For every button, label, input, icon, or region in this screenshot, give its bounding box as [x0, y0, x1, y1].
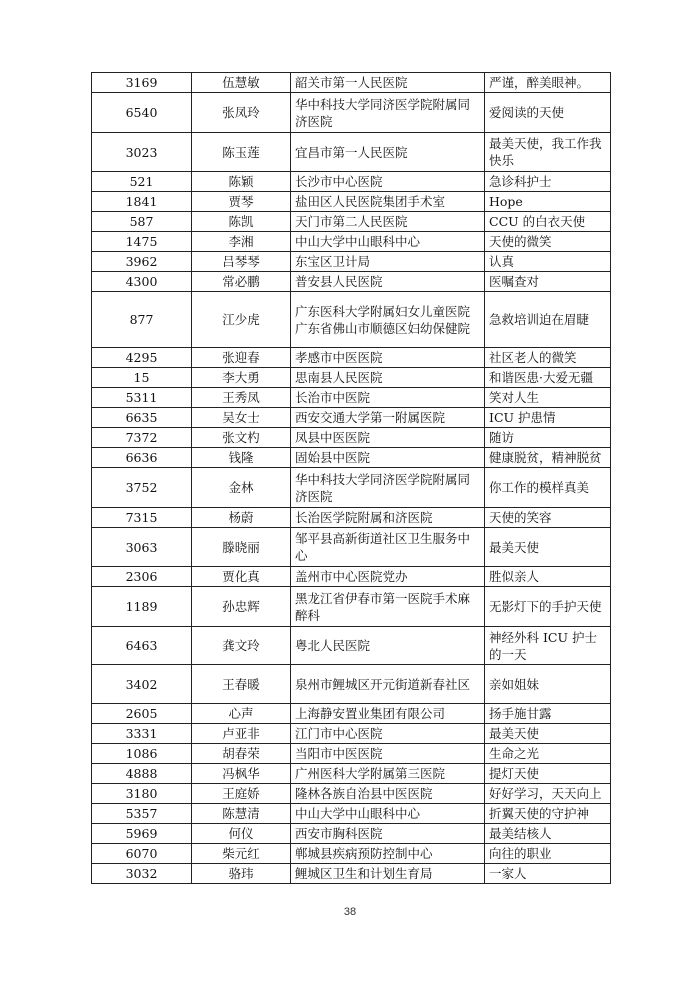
entry-organization: 邹平县高新街道社区卫生服务中心 [291, 528, 485, 567]
entry-id: 1189 [92, 587, 192, 627]
entry-title: 笑对人生 [485, 388, 611, 408]
entry-name: 李湘 [192, 232, 291, 252]
entry-id: 587 [92, 212, 192, 232]
entry-organization: 华中科技大学同济医学院附属同济医院 [291, 93, 485, 133]
entry-name: 金林 [192, 468, 291, 508]
entry-id: 5311 [92, 388, 192, 408]
entry-title: 最美天使 [485, 724, 611, 744]
entry-title: Hope [485, 192, 611, 212]
entry-title: 和谐医患·大爱无疆 [485, 368, 611, 388]
entry-title: 随访 [485, 428, 611, 448]
table-row [92, 764, 611, 784]
entry-id: 6463 [92, 627, 192, 665]
entry-organization: 长治市中医院 [291, 388, 485, 408]
entry-id: 4300 [92, 272, 192, 292]
entry-title: 你工作的模样真美 [485, 468, 611, 508]
entry-id: 5969 [92, 824, 192, 844]
entry-id: 7315 [92, 508, 192, 528]
entry-name: 冯枫华 [192, 764, 291, 784]
entry-id: 877 [92, 292, 192, 348]
entry-name: 王秀凤 [192, 388, 291, 408]
entry-organization: 盖州市中心医院党办 [291, 567, 485, 587]
table-row [92, 528, 611, 567]
table-row [92, 665, 611, 704]
entry-title: 向往的职业 [485, 844, 611, 864]
entry-id: 1841 [92, 192, 192, 212]
entry-name: 张文杓 [192, 428, 291, 448]
entry-title: 天使的笑容 [485, 508, 611, 528]
entry-organization: 郸城县疾病预防控制中心 [291, 844, 485, 864]
entry-id: 6635 [92, 408, 192, 428]
entry-organization: 天门市第二人民医院 [291, 212, 485, 232]
entry-organization: 西安市胸科医院 [291, 824, 485, 844]
table-row [92, 448, 611, 468]
entry-title: CCU 的白衣天使 [485, 212, 611, 232]
entry-organization: 广州医科大学附属第三医院 [291, 764, 485, 784]
entry-organization: 普安县人民医院 [291, 272, 485, 292]
entry-id: 15 [92, 368, 192, 388]
entry-title: 医嘱查对 [485, 272, 611, 292]
entry-title: 严谨，醉美眼神。 [485, 73, 611, 93]
entry-title: 扬手施甘露 [485, 704, 611, 724]
table-row [92, 232, 611, 252]
entry-id: 3962 [92, 252, 192, 272]
entry-id: 1475 [92, 232, 192, 252]
table-row [92, 368, 611, 388]
table-row [92, 824, 611, 844]
entry-id: 6540 [92, 93, 192, 133]
entry-title: 无影灯下的手护天使 [485, 587, 611, 627]
entry-title: 神经外科 ICU 护士的一天 [485, 627, 611, 665]
entry-name: 心声 [192, 704, 291, 724]
entry-name: 常必鹏 [192, 272, 291, 292]
table-row [92, 428, 611, 448]
entry-name: 骆玮 [192, 864, 291, 884]
entry-organization: 西安交通大学第一附属医院 [291, 408, 485, 428]
entry-organization: 上海静安置业集团有限公司 [291, 704, 485, 724]
entry-id: 521 [92, 172, 192, 192]
entry-organization: 韶关市第一人民医院 [291, 73, 485, 93]
table-row [92, 468, 611, 508]
entry-id: 5357 [92, 804, 192, 824]
entry-name: 张凤玲 [192, 93, 291, 133]
entry-organization: 鲤城区卫生和计划生育局 [291, 864, 485, 884]
table-row [92, 508, 611, 528]
entry-name: 卢亚非 [192, 724, 291, 744]
entry-name: 胡春荣 [192, 744, 291, 764]
entry-title: 最美天使，我工作我快乐 [485, 133, 611, 172]
entry-id: 6070 [92, 844, 192, 864]
entry-name: 陈慧清 [192, 804, 291, 824]
entry-organization: 中山大学中山眼科中心 [291, 804, 485, 824]
entry-organization: 东宝区卫计局 [291, 252, 485, 272]
entry-title: 健康脱贫，精神脱贫 [485, 448, 611, 468]
table-row [92, 93, 611, 133]
entries-table-body [92, 73, 611, 884]
page-number: 38 [343, 906, 357, 918]
entry-name: 陈玉莲 [192, 133, 291, 172]
entry-organization: 黑龙江省伊春市第一医院手术麻醉科 [291, 587, 485, 627]
entry-title: 社区老人的微笑 [485, 348, 611, 368]
entry-title: 生命之光 [485, 744, 611, 764]
entry-name: 陈颖 [192, 172, 291, 192]
entry-name: 江少虎 [192, 292, 291, 348]
entry-organization: 宜昌市第一人民医院 [291, 133, 485, 172]
entry-title: 胜似亲人 [485, 567, 611, 587]
table-row [92, 192, 611, 212]
entry-organization: 长沙市中心医院 [291, 172, 485, 192]
entry-name: 钱隆 [192, 448, 291, 468]
entry-name: 贾化真 [192, 567, 291, 587]
entry-id: 3169 [92, 73, 192, 93]
entry-id: 3331 [92, 724, 192, 744]
table-row [92, 704, 611, 724]
entry-title: 亲如姐妹 [485, 665, 611, 704]
entry-id: 2306 [92, 567, 192, 587]
table-row [92, 744, 611, 764]
table-row [92, 388, 611, 408]
entry-title: 急诊科护士 [485, 172, 611, 192]
entry-name: 孙忠辉 [192, 587, 291, 627]
entry-id: 3180 [92, 784, 192, 804]
entry-organization: 隆林各族自治县中医医院 [291, 784, 485, 804]
entry-organization: 凤县中医医院 [291, 428, 485, 448]
entry-organization: 孝感市中医医院 [291, 348, 485, 368]
entry-title: 最美结核人 [485, 824, 611, 844]
table-row [92, 408, 611, 428]
table-row [92, 73, 611, 93]
table-row [92, 272, 611, 292]
entry-name: 陈凯 [192, 212, 291, 232]
entry-id: 6636 [92, 448, 192, 468]
entry-title: 爱阅读的天使 [485, 93, 611, 133]
entry-title: 认真 [485, 252, 611, 272]
entry-title: ICU 护患情 [485, 408, 611, 428]
entry-organization: 江门市中心医院 [291, 724, 485, 744]
table-row [92, 864, 611, 884]
table-row [92, 804, 611, 824]
table-row [92, 133, 611, 172]
entry-name: 柴元红 [192, 844, 291, 864]
entry-id: 2605 [92, 704, 192, 724]
entry-id: 3402 [92, 665, 192, 704]
table-row [92, 724, 611, 744]
entry-organization: 盐田区人民医院集团手术室 [291, 192, 485, 212]
entry-name: 张迎春 [192, 348, 291, 368]
entry-organization: 思南县人民医院 [291, 368, 485, 388]
entry-organization: 广东医科大学附属妇女儿童医院广东省佛山市顺德区妇幼保健院 [291, 292, 485, 348]
entry-id: 3752 [92, 468, 192, 508]
entry-name: 李大勇 [192, 368, 291, 388]
entry-id: 7372 [92, 428, 192, 448]
entry-title: 折翼天使的守护神 [485, 804, 611, 824]
entry-name: 滕晓丽 [192, 528, 291, 567]
table-row [92, 587, 611, 627]
table-row [92, 627, 611, 665]
entry-name: 伍慧敏 [192, 73, 291, 93]
entry-id: 3032 [92, 864, 192, 884]
entry-organization: 当阳市中医医院 [291, 744, 485, 764]
entry-id: 3023 [92, 133, 192, 172]
entry-id: 1086 [92, 744, 192, 764]
table-row [92, 252, 611, 272]
entry-name: 王庭娇 [192, 784, 291, 804]
table-row [92, 348, 611, 368]
entry-title: 急救培训迫在眉睫 [485, 292, 611, 348]
entry-name: 吴女士 [192, 408, 291, 428]
entry-title: 一家人 [485, 864, 611, 884]
entry-name: 杨蔚 [192, 508, 291, 528]
entry-organization: 粤北人民医院 [291, 627, 485, 665]
entry-title: 好好学习，天天向上 [485, 784, 611, 804]
table-row [92, 567, 611, 587]
entry-name: 吕琴琴 [192, 252, 291, 272]
entry-title: 提灯天使 [485, 764, 611, 784]
table-row [92, 212, 611, 232]
table-row [92, 172, 611, 192]
entry-organization: 泉州市鲤城区开元街道新春社区 [291, 665, 485, 704]
table-row [92, 784, 611, 804]
table-row [92, 844, 611, 864]
entry-title: 最美天使 [485, 528, 611, 567]
entry-organization: 华中科技大学同济医学院附属同济医院 [291, 468, 485, 508]
entry-id: 3063 [92, 528, 192, 567]
entry-name: 贾琴 [192, 192, 291, 212]
entry-id: 4888 [92, 764, 192, 784]
entry-name: 龚文玲 [192, 627, 291, 665]
entry-name: 何仪 [192, 824, 291, 844]
entry-title: 天使的微笑 [485, 232, 611, 252]
entry-organization: 固始县中医院 [291, 448, 485, 468]
entry-organization: 中山大学中山眼科中心 [291, 232, 485, 252]
entry-name: 王春暖 [192, 665, 291, 704]
entry-organization: 长治医学院附属和济医院 [291, 508, 485, 528]
table-row [92, 292, 611, 348]
entry-id: 4295 [92, 348, 192, 368]
entries-table [91, 72, 611, 884]
